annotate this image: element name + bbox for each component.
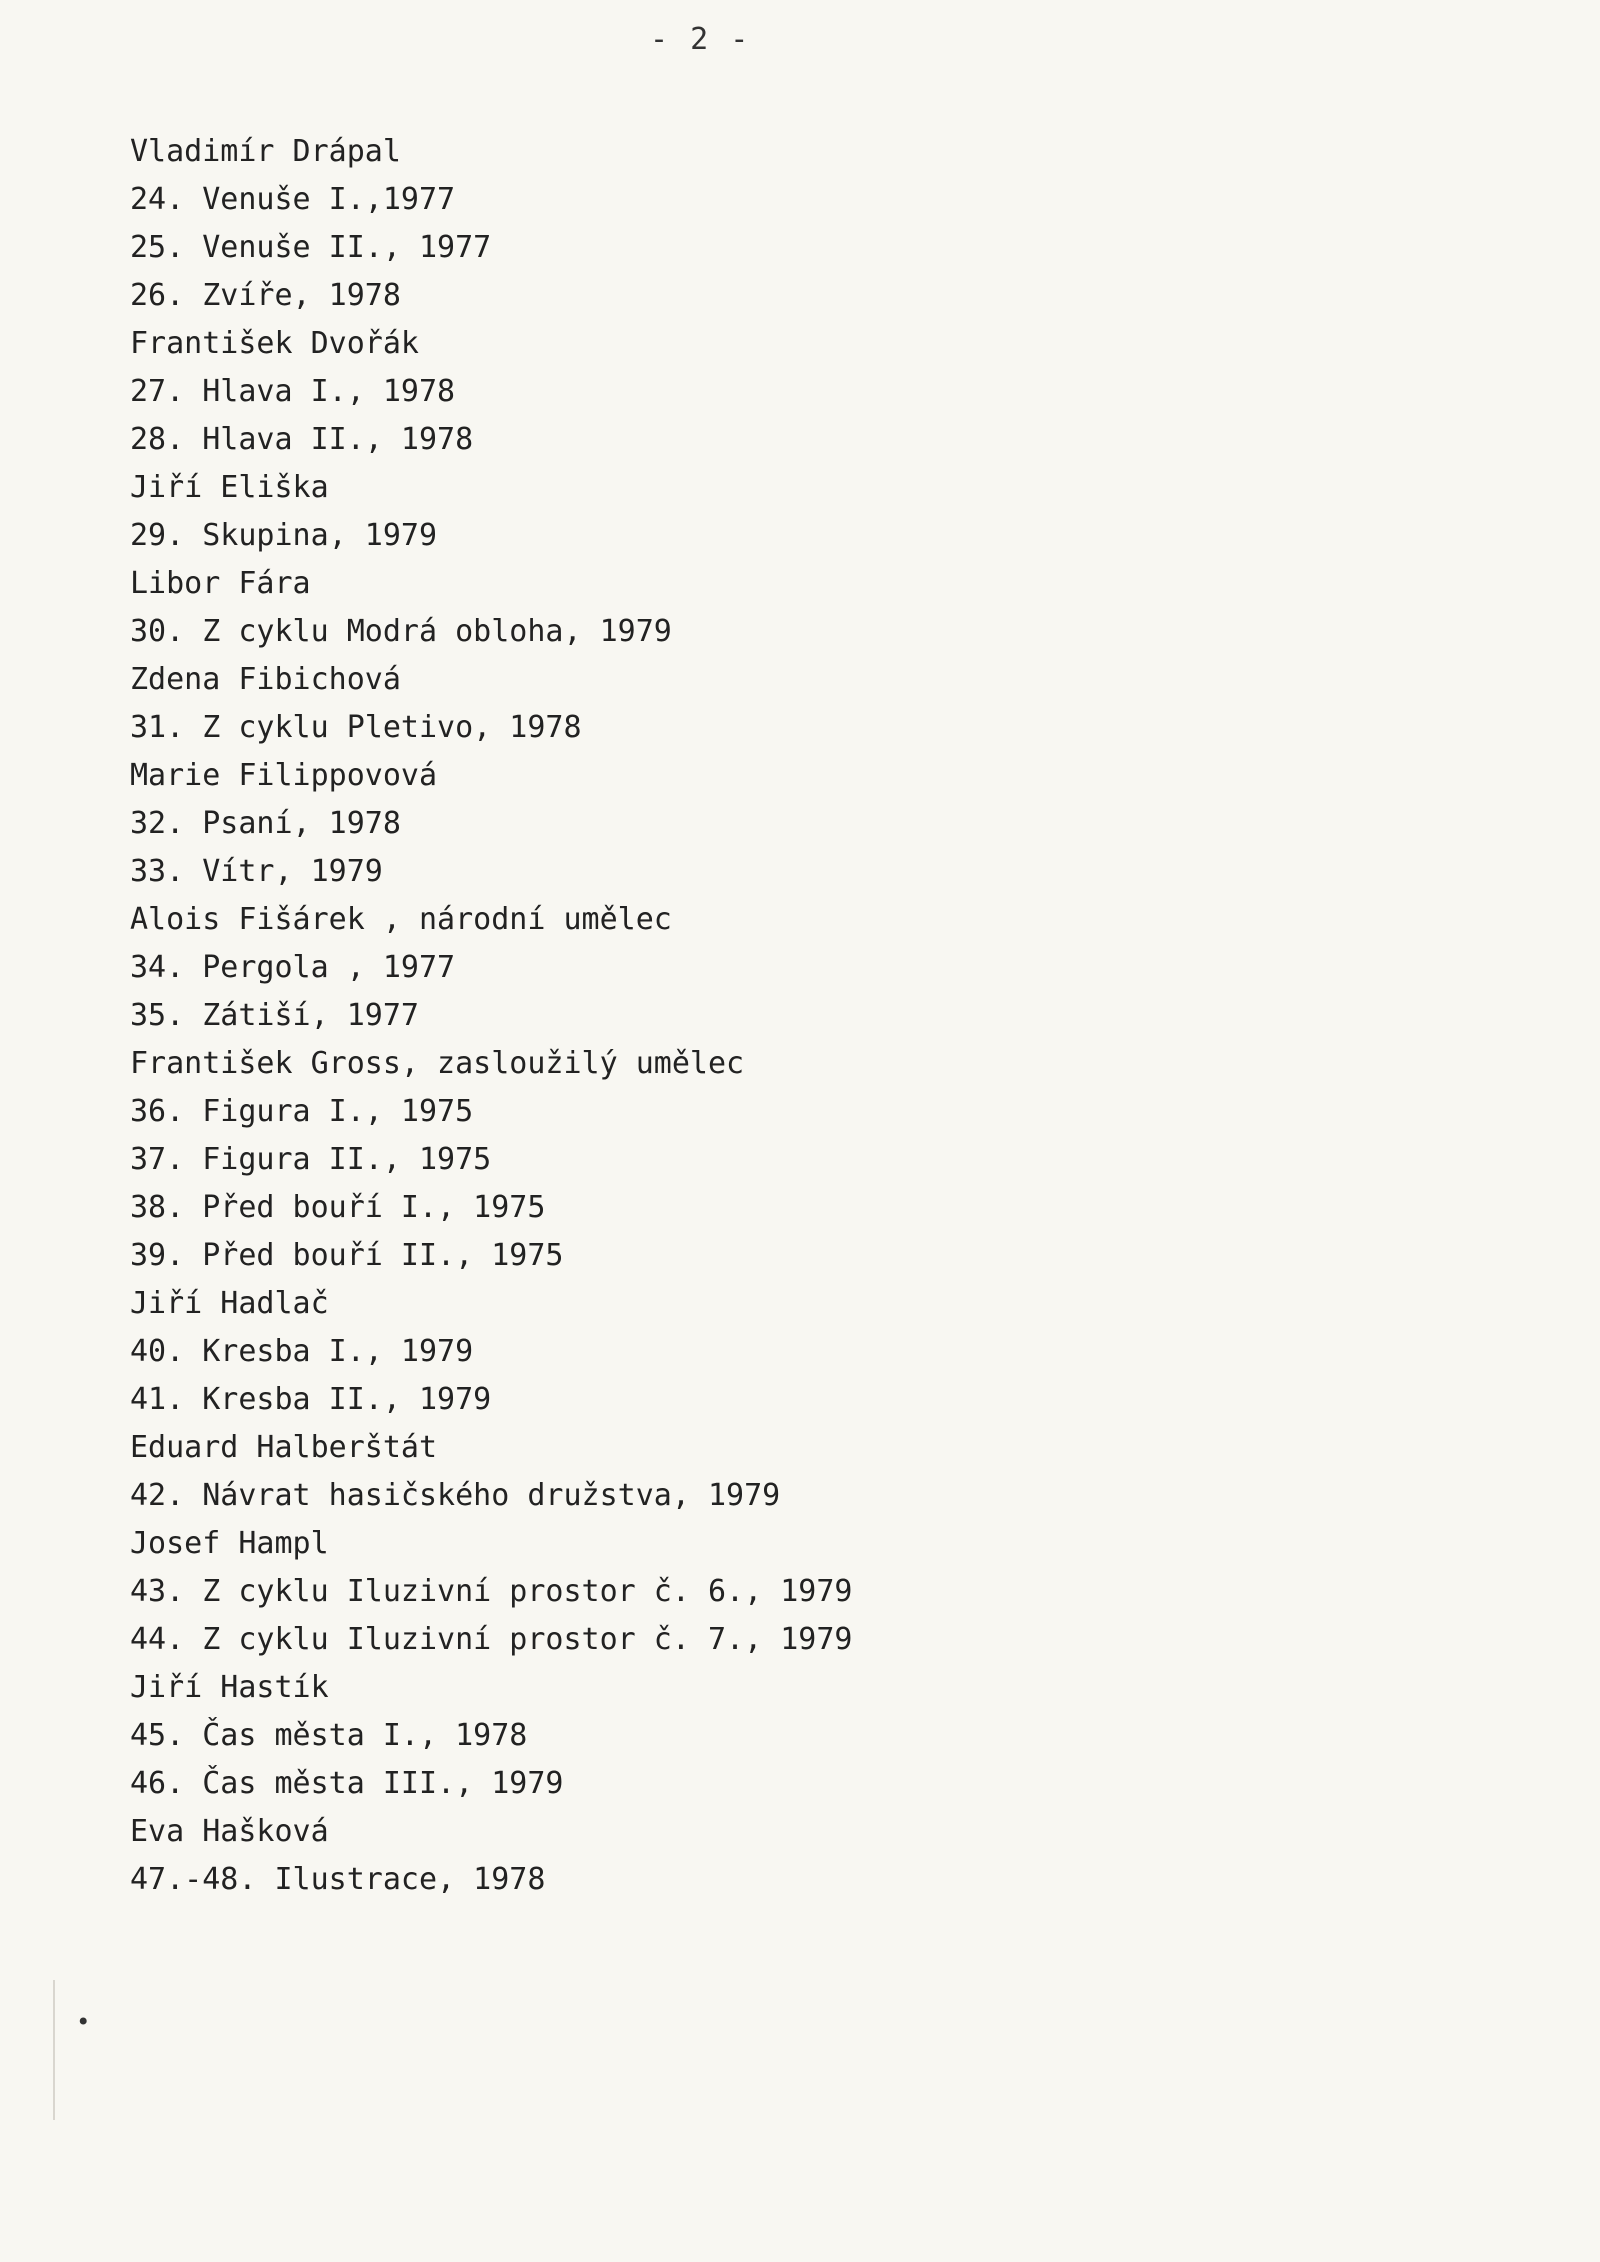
artist-name: Eva Hašková	[130, 1814, 329, 1849]
artist-name: Jiří Eliška	[130, 470, 329, 505]
artwork-entry: 26. Zvíře, 1978	[130, 278, 401, 313]
artist-name: Libor Fára	[130, 566, 311, 601]
artwork-entry: 29. Skupina, 1979	[130, 518, 438, 553]
artwork-entry: 46. Čas města III., 1979	[130, 1766, 564, 1801]
left-edge-mark	[53, 1980, 55, 2120]
artwork-entry: 37. Figura II., 1975	[130, 1142, 492, 1177]
artwork-entry: 27. Hlava I., 1978	[130, 374, 456, 409]
artist-name: Eduard Halberštát	[130, 1430, 438, 1465]
artist-name: Jiří Hadlač	[130, 1286, 329, 1321]
artwork-entry: 47.-48. Ilustrace, 1978	[130, 1862, 546, 1897]
page-number: - 2 -	[650, 22, 751, 57]
artist-name: František Gross, zasloužilý umělec	[130, 1046, 745, 1081]
artwork-entry: 45. Čas města I., 1978	[130, 1718, 528, 1753]
artist-name: Josef Hampl	[130, 1526, 329, 1561]
artwork-entry: 30. Z cyklu Modrá obloha, 1979	[130, 614, 672, 649]
artist-name: Marie Filippovová	[130, 758, 438, 793]
artwork-entry: 39. Před bouří II., 1975	[130, 1238, 564, 1273]
artist-name: Alois Fišárek , národní umělec	[130, 902, 672, 937]
artwork-entry: 31. Z cyklu Pletivo, 1978	[130, 710, 582, 745]
artwork-entry: 35. Zátiší, 1977	[130, 998, 419, 1033]
artwork-entry: 42. Návrat hasičského družstva, 1979	[130, 1478, 781, 1513]
artist-name: Jiří Hastík	[130, 1670, 329, 1705]
artwork-entry: 41. Kresba II., 1979	[130, 1382, 492, 1417]
artwork-entry: 32. Psaní, 1978	[130, 806, 401, 841]
artwork-entry: 38. Před bouří I., 1975	[130, 1190, 546, 1225]
artwork-entry: 25. Venuše II., 1977	[130, 230, 492, 265]
artwork-entry: 43. Z cyklu Iluzivní prostor č. 6., 1979	[130, 1574, 853, 1609]
artist-name: Zdena Fibichová	[130, 662, 401, 697]
artwork-entry: 24. Venuše I.,1977	[130, 182, 456, 217]
artwork-entry: 28. Hlava II., 1978	[130, 422, 474, 457]
artist-name: František Dvořák	[130, 326, 419, 361]
artwork-entry: 33. Vítr, 1979	[130, 854, 383, 889]
artwork-entry: 44. Z cyklu Iluzivní prostor č. 7., 1979	[130, 1622, 853, 1657]
bullet-mark: •	[76, 2008, 91, 2036]
artist-name: Vladimír Drápal	[130, 134, 401, 169]
artwork-entry: 36. Figura I., 1975	[130, 1094, 474, 1129]
artwork-entry: 40. Kresba I., 1979	[130, 1334, 474, 1369]
entry-list	[130, 128, 1430, 1904]
artwork-entry: 34. Pergola , 1977	[130, 950, 456, 985]
